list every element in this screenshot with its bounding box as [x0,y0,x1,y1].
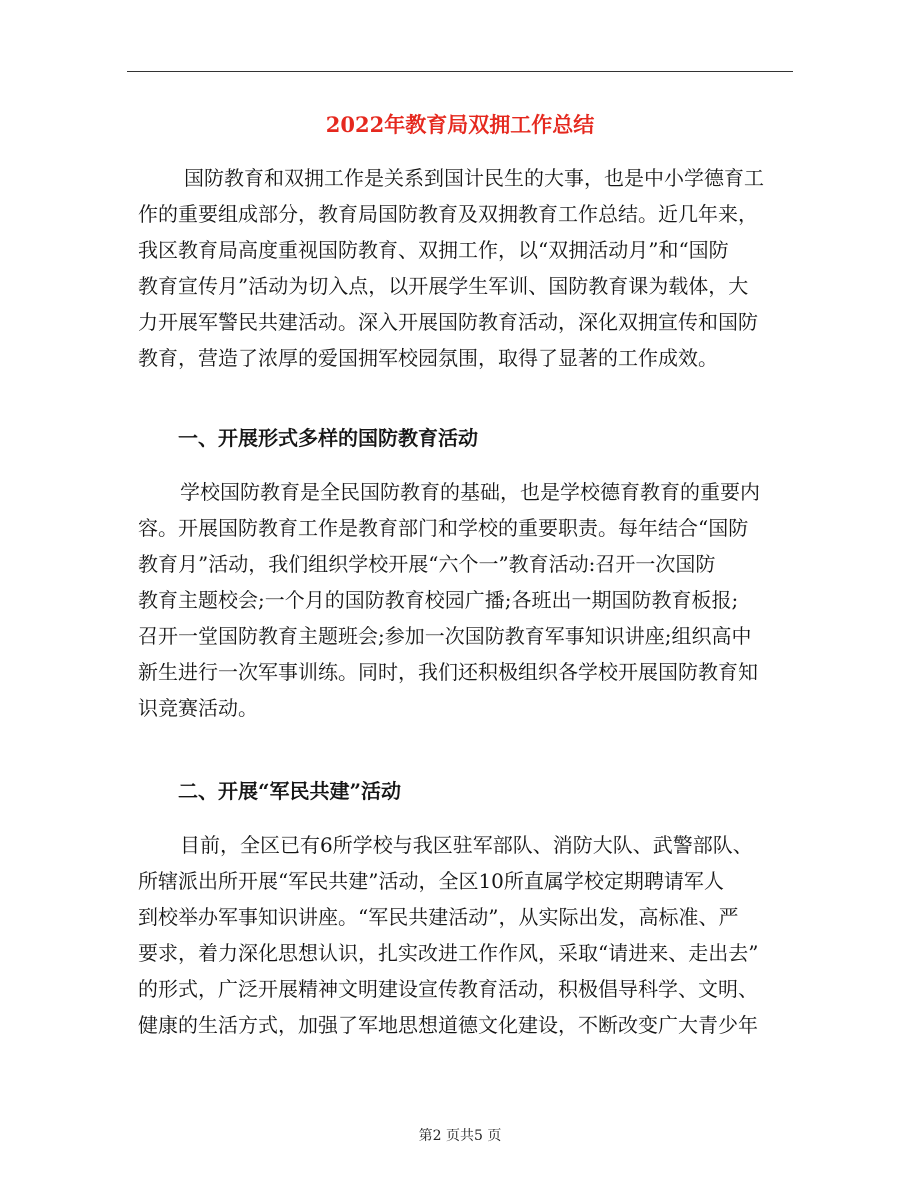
body-line: 国防教育和双拥工作是关系到国计民生的大事，也是中小学德育工 [184,166,764,190]
body-line: 的形式，广泛开展精神文明建设宣传教育活动，积极倡导科学、文明、 [138,977,758,1001]
header-rule [127,71,793,72]
body-line: 容。开展国防教育工作是教育部门和学校的重要职责。每年结合“国防 [138,516,749,540]
page-number: 第2 页共5 页 [418,1128,502,1144]
body-line: 新生进行一次军事训练。同时，我们还积极组织各学校开展国防教育知 [138,660,758,684]
body-line: 识竞赛活动。 [138,696,258,720]
document-title: 2022年教育局双拥工作总结 [325,112,595,137]
section-heading-2: 二、开展“军民共建”活动 [178,779,402,803]
body-line: 到校举办军事知识讲座。“军民共建活动”，从实际出发，高标准、严 [138,905,739,929]
body-line: 力开展军警民共建活动。深入开展国防教育活动，深化双拥宣传和国防 [138,310,758,334]
body-line: 教育主题校会;一个月的国防教育校园广播;各班出一期国防教育板报; [138,588,739,612]
body-line: 所辖派出所开展“军民共建”活动，全区10所直属学校定期聘请军人 [138,869,724,893]
body-line: 作的重要组成部分，教育局国防教育及双拥教育工作总结。近几年来， [138,202,758,226]
body-line: 教育月”活动，我们组织学校开展“六个一”教育活动:召开一次国防 [138,552,716,576]
body-line: 目前，全区已有6所学校与我区驻军部队、消防大队、武警部队、 [180,833,753,857]
body-line: 学校国防教育是全民国防教育的基础，也是学校德育教育的重要内 [180,480,760,504]
body-line: 教育，营造了浓厚的爱国拥军校园氛围，取得了显著的工作成效。 [138,346,718,370]
body-line: 要求，着力深化思想认识，扎实改进工作作风，采取“请进来、走出去” [138,941,759,965]
body-line: 我区教育局高度重视国防教育、双拥工作，以“双拥活动月”和“国防 [138,238,729,262]
body-line: 召开一堂国防教育主题班会;参加一次国防教育军事知识讲座;组织高中 [138,624,752,648]
section-heading-1: 一、开展形式多样的国防教育活动 [178,426,478,450]
body-line: 教育宣传月”活动为切入点，以开展学生军训、国防教育课为载体，大 [138,274,749,298]
body-line: 健康的生活方式，加强了军地思想道德文化建设，不断改变广大青少年 [138,1013,758,1037]
